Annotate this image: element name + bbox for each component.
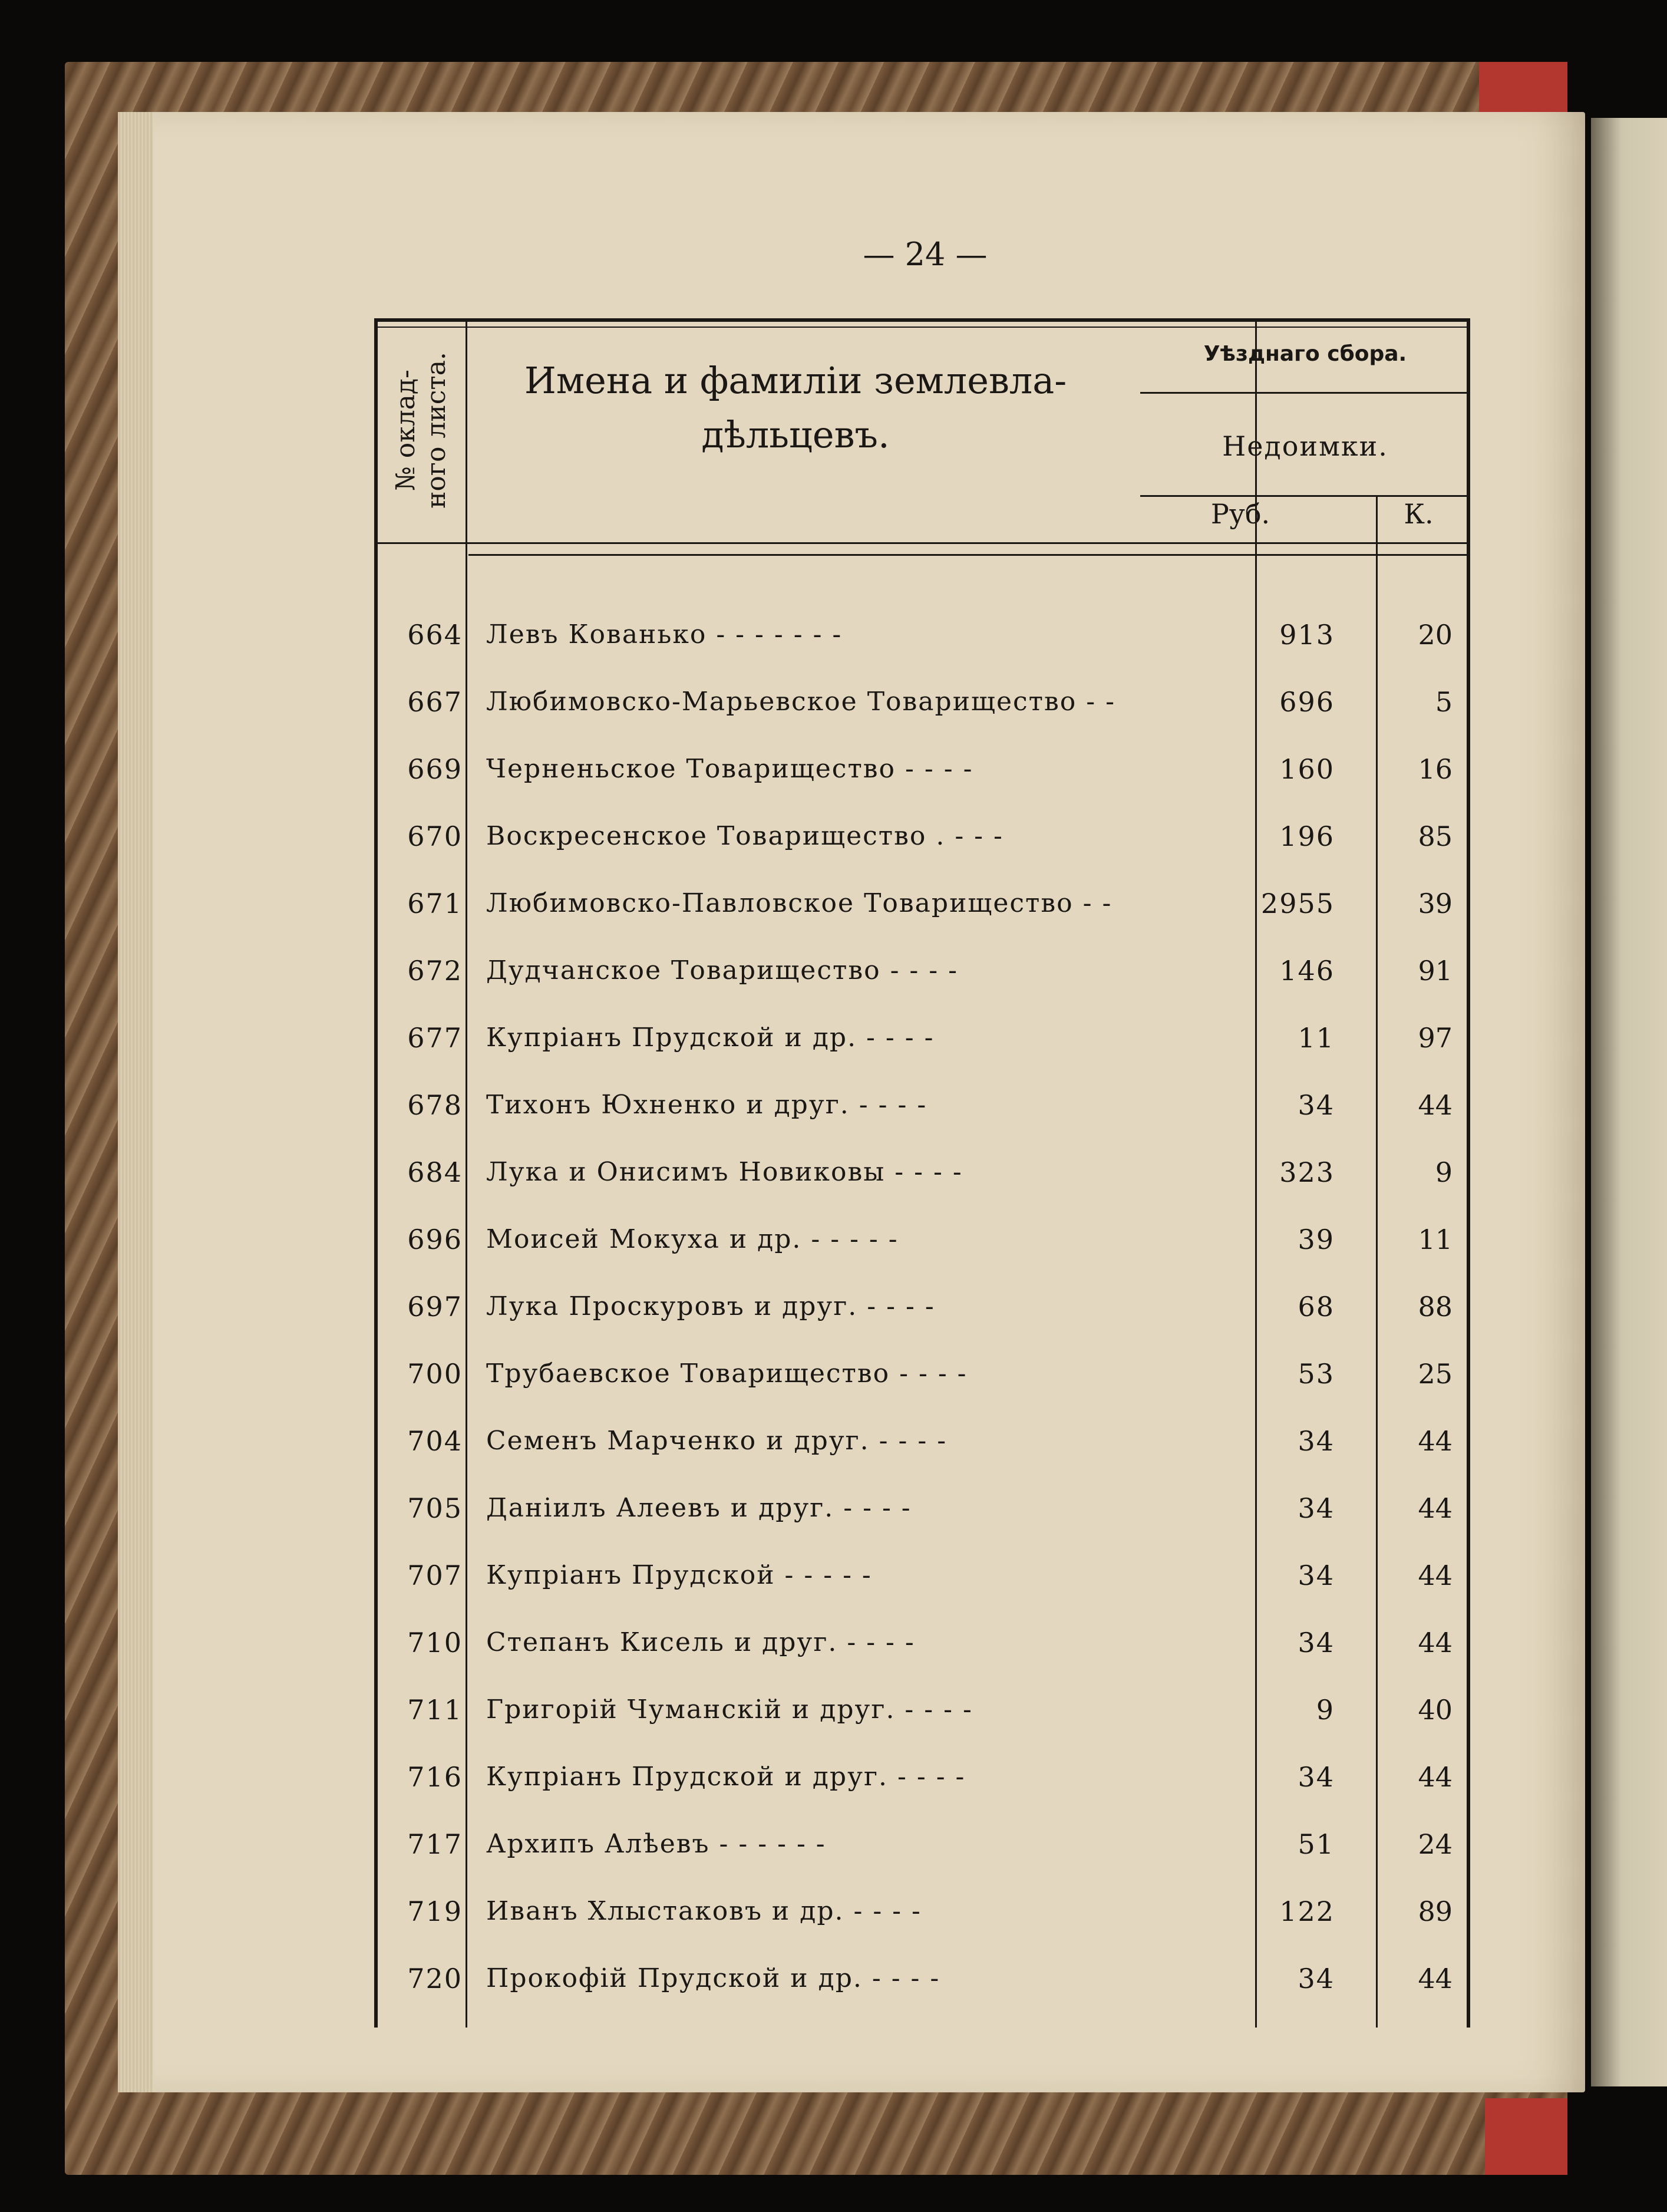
row-number: 697 <box>407 1291 463 1323</box>
table-row <box>374 1139 1470 1206</box>
tax-group-rule <box>1140 392 1470 394</box>
table-row <box>374 1743 1470 1811</box>
row-rub: 39 <box>1298 1224 1335 1255</box>
row-rub: 34 <box>1298 1627 1335 1659</box>
row-number: 696 <box>407 1224 463 1255</box>
row-kop: 39 <box>1418 888 1453 919</box>
row-kop: 85 <box>1418 820 1453 852</box>
table-row <box>374 601 1470 668</box>
table-row <box>374 1676 1470 1743</box>
row-kop: 44 <box>1418 1492 1453 1524</box>
row-number: 684 <box>407 1156 463 1188</box>
row-number: 671 <box>407 888 463 919</box>
table-row <box>374 870 1470 937</box>
row-kop: 25 <box>1418 1358 1453 1390</box>
table-row <box>374 1475 1470 1542</box>
row-rub: 196 <box>1279 820 1335 852</box>
table-row <box>374 668 1470 736</box>
row-number: 664 <box>407 619 463 651</box>
row-kop: 20 <box>1418 619 1453 651</box>
row-name: Любимовско-Павловское Товарищество - - <box>486 888 1113 918</box>
row-kop: 89 <box>1418 1895 1453 1927</box>
row-name: Степанъ Кисель и друг. - - - - <box>486 1627 915 1657</box>
row-kop: 11 <box>1418 1224 1453 1255</box>
row-number: 669 <box>407 753 463 785</box>
table-row <box>374 1004 1470 1072</box>
row-number: 711 <box>407 1694 463 1726</box>
row-rub: 51 <box>1298 1828 1335 1860</box>
row-number: 710 <box>407 1627 463 1659</box>
row-name: Трубаевское Товарищество - - - - <box>486 1359 968 1389</box>
row-kop: 40 <box>1418 1694 1453 1726</box>
row-kop: 5 <box>1435 686 1453 718</box>
row-number: 670 <box>407 820 463 852</box>
row-rub: 34 <box>1298 1425 1335 1457</box>
header-rub: Руб. <box>1210 498 1270 530</box>
table-top-rule-thin <box>374 327 1470 328</box>
row-name: Дудчанское Товарищество - - - - <box>486 955 958 985</box>
row-name: Моисей Мокуха и др. - - - - - <box>486 1224 899 1254</box>
arrears-table <box>374 318 1470 2028</box>
cover-corner-top <box>1479 62 1567 115</box>
row-name: Купріанъ Прудской и друг. - - - - <box>486 1762 966 1792</box>
header-bottom-rule <box>374 542 1470 544</box>
table-row <box>374 937 1470 1004</box>
row-kop: 24 <box>1418 1828 1453 1860</box>
header-num-text: № оклад- ного листа. <box>391 352 451 509</box>
row-number: 672 <box>407 955 463 987</box>
row-kop: 44 <box>1418 1425 1453 1457</box>
table-row <box>374 1811 1470 1878</box>
row-number: 720 <box>407 1963 463 1995</box>
row-rub: 9 <box>1316 1694 1335 1726</box>
row-rub: 913 <box>1279 619 1335 651</box>
row-kop: 44 <box>1418 1627 1453 1659</box>
row-number: 716 <box>407 1761 463 1793</box>
row-rub: 34 <box>1298 1492 1335 1524</box>
table-row <box>374 1273 1470 1340</box>
row-rub: 34 <box>1298 1761 1335 1793</box>
row-name: Иванъ Хлыстаковъ и др. - - - - <box>486 1896 922 1926</box>
row-name: Тихонъ Юхненко и друг. - - - - <box>486 1090 927 1120</box>
row-number: 717 <box>407 1828 463 1860</box>
header-arrears: Недоимки. <box>1222 430 1388 462</box>
header-kop: К. <box>1404 498 1434 530</box>
table-row <box>374 1340 1470 1407</box>
row-kop: 88 <box>1418 1291 1453 1323</box>
header-num-label <box>391 352 452 509</box>
row-name: Архипъ Алѣевъ - - - - - - <box>486 1829 826 1859</box>
row-name: Купріанъ Прудской - - - - - <box>486 1560 872 1590</box>
facing-page-edge <box>1591 118 1667 2086</box>
row-name: Семенъ Марченко и друг. - - - - <box>486 1426 948 1456</box>
row-number: 719 <box>407 1895 463 1927</box>
table-row <box>374 736 1470 803</box>
row-rub: 323 <box>1279 1156 1335 1188</box>
row-kop: 44 <box>1418 1089 1453 1121</box>
table-top-rule <box>374 318 1470 322</box>
row-name: Любимовско-Марьевское Товарищество - - <box>486 687 1115 717</box>
row-kop: 44 <box>1418 1560 1453 1591</box>
table-row <box>374 1878 1470 1945</box>
row-name: Прокофій Прудской и др. - - - - <box>486 1963 940 1993</box>
body-top-rule <box>468 554 1470 556</box>
table-row <box>374 1407 1470 1475</box>
row-number: 667 <box>407 686 463 718</box>
table-row <box>374 1072 1470 1139</box>
cover-corner-bottom <box>1485 2098 1567 2175</box>
row-number: 677 <box>407 1022 463 1054</box>
row-rub: 122 <box>1279 1895 1335 1927</box>
row-name: Лука Проскуровъ и друг. - - - - <box>486 1291 935 1321</box>
page-number: — 24 — <box>863 236 988 273</box>
row-rub: 34 <box>1298 1089 1335 1121</box>
table-row <box>374 1609 1470 1676</box>
row-kop: 97 <box>1418 1022 1453 1054</box>
row-rub: 34 <box>1298 1560 1335 1591</box>
row-rub: 11 <box>1298 1022 1335 1054</box>
rub-kop-rule <box>1140 495 1470 497</box>
header-tax-group: Уѣзднаго сбора. <box>1203 342 1407 366</box>
row-kop: 44 <box>1418 1761 1453 1793</box>
row-name: Лука и Онисимъ Новиковы - - - - <box>486 1157 963 1187</box>
row-rub: 160 <box>1279 753 1335 785</box>
header-names-col: Имена и фамиліи землевла- дѣльцевъ. <box>524 359 1067 456</box>
row-number: 704 <box>407 1425 463 1457</box>
row-kop: 9 <box>1435 1156 1453 1188</box>
row-number: 707 <box>407 1560 463 1591</box>
row-rub: 68 <box>1298 1291 1335 1323</box>
row-rub: 146 <box>1279 955 1335 987</box>
row-rub: 53 <box>1298 1358 1335 1390</box>
row-kop: 44 <box>1418 1963 1453 1995</box>
row-number: 700 <box>407 1358 463 1390</box>
header-num-col <box>380 336 463 525</box>
row-name: Григорій Чуманскій и друг. - - - - <box>486 1695 973 1725</box>
row-name: Купріанъ Прудской и др. - - - - <box>486 1023 935 1053</box>
row-name: Левъ Кованько - - - - - - - <box>486 619 843 650</box>
row-number: 705 <box>407 1492 463 1524</box>
page-edges <box>118 112 153 2092</box>
row-rub: 34 <box>1298 1963 1335 1995</box>
row-rub: 2955 <box>1260 888 1335 919</box>
table-row <box>374 1945 1470 2012</box>
row-kop: 16 <box>1418 753 1453 785</box>
row-name: Даніилъ Алеевъ и друг. - - - - <box>486 1493 912 1523</box>
table-row <box>374 1542 1470 1609</box>
row-number: 678 <box>407 1089 463 1121</box>
table-row <box>374 1206 1470 1273</box>
table-row <box>374 803 1470 870</box>
row-kop: 91 <box>1418 955 1453 987</box>
row-rub: 696 <box>1279 686 1335 718</box>
row-name: Воскресенское Товарищество . - - - <box>486 821 1003 851</box>
row-name: Черненьское Товарищество - - - - <box>486 754 973 784</box>
